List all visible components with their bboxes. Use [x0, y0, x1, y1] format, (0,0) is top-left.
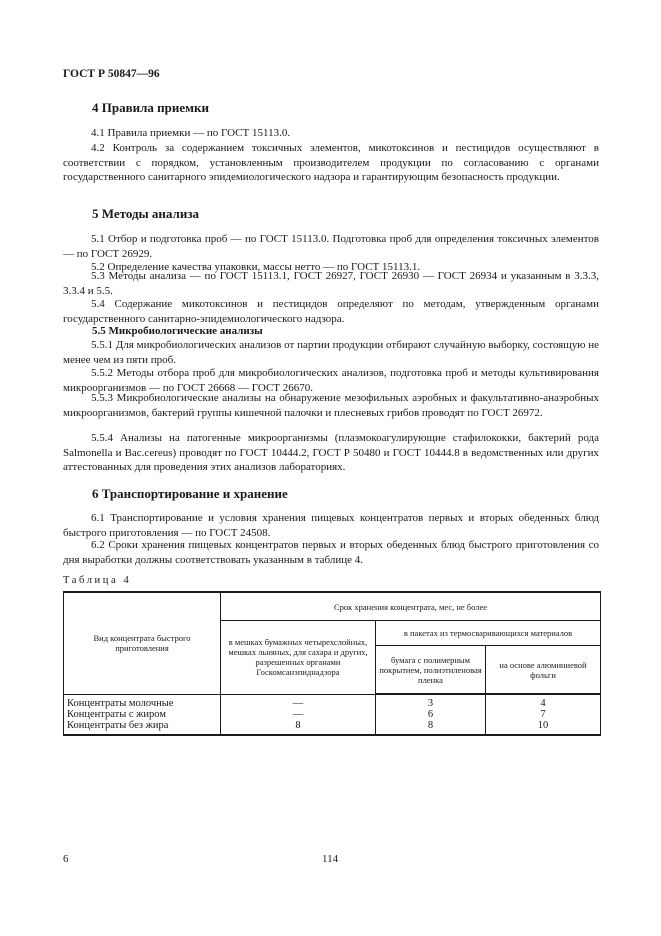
paragraph-5-2: 5.2 Определение качества упаковки, массы нетто — по ГОСТ 15113.1.: [91, 261, 421, 273]
header-thermo-packages: в пакетах из термосваривающихся материалов: [376, 621, 601, 646]
header-concentrate-type: Вид концентрата быстрого приготовления: [64, 592, 221, 694]
section-4-heading: 4 Правила приемки: [92, 100, 209, 115]
row-paper-value: —: [221, 709, 376, 720]
row-polymer-value: 6: [376, 709, 486, 720]
row-name: Концентраты без жира: [64, 720, 221, 735]
subsection-5-5-heading: 5.5 Микробиологические анализы: [92, 325, 263, 337]
row-name: Концентраты с жиром: [64, 709, 221, 720]
paragraph-5-1: 5.1 Отбор и подготовка проб — по ГОСТ 15113.0. Подготовка проб для определения токсичных элементов — по ГОСТ 26929.: [63, 233, 599, 260]
row-polymer-value: 8: [376, 720, 486, 735]
storage-table: [63, 591, 601, 736]
row-name: Концентраты молочные: [64, 694, 221, 709]
paragraph-6-1: 6.1 Транспортирование и условия хранения пищевых концентратов первых и вторых обеденных блюд быстрого приготовления — по ГОСТ 24508.: [63, 512, 599, 539]
row-polymer-value: 3: [376, 694, 486, 709]
table-row: [64, 709, 601, 720]
row-foil-value: 10: [486, 720, 601, 735]
row-foil-value: 4: [486, 694, 601, 709]
section-5-heading: 5 Методы анализа: [92, 206, 200, 221]
section-6-heading: 6 Транспортирование и хранение: [92, 486, 288, 501]
paragraph-4-2: 4.2 Контроль за содержанием токсичных элементов, микотоксинов и пестицидов осуществляют в соответствии с порядком, установленным производителем продукции по согласованию с органами государственного санитарного эпидемиологического надзора и гарантирующим безопасность продукции.: [63, 142, 599, 183]
header-paper-bags: в мешках бумажных четырехслойных, мешках льняных, для сахара и других, разрешенных органами Госкомсанэпиднадзора: [221, 621, 376, 695]
paragraph-6-2: 6.2 Сроки хранения пищевых концентратов первых и вторых обеденных блюд быстрого приготовления со дня выработки должны соответствовать указанным в таблице 4.: [63, 539, 599, 566]
page-number-left: 6: [63, 853, 69, 865]
table-row: [64, 694, 601, 709]
row-foil-value: 7: [486, 709, 601, 720]
paragraph-5-5-2: 5.5.2 Методы отбора проб для микробиологических анализов, подготовка проб и методы культивирования микроорганизмов — по ГОСТ 26668 — ГОСТ 26670.: [63, 367, 599, 394]
header-storage-term: Срок хранения концентрата, мес, не более: [221, 592, 601, 621]
paragraph-5-4: 5.4 Содержание микотоксинов и пестицидов определяют по методам, утвержденным органами государственного санитарно-эпидемиологического надзора.: [63, 298, 599, 325]
page-number-center: 114: [322, 853, 339, 865]
paragraph-5-5-1: 5.5.1 Для микробиологических анализов от партии продукции отбирают случайную выборку, состоящую не менее чем из пяти проб.: [63, 339, 599, 366]
paragraph-5-5-4: 5.5.4 Анализы на патогенные микроорганизмы (плазмокоагулирующие стафилококки, бактерий рода Salmonella и Bac.cereus) проводят по ГОСТ 10444.2, ГОСТ Р 50480 и ГОСТ 10444.8 в ведомственных или других аттестованных для проведения этих анализов лабораториях.: [63, 432, 599, 473]
paragraph-5-5-3: 5.5.3 Микробиологические анализы на обнаружение мезофильных аэробных и факультативно-анаэробных микроорганизмов, бактерий группы кишечной палочки и плесневых грибов проводят по ГОСТ 26972.: [63, 392, 599, 419]
table-4-caption: Таблица 4: [63, 575, 132, 586]
row-paper-value: 8: [221, 720, 376, 735]
header-aluminium-foil: на основе алюминиевой фольги: [486, 646, 601, 695]
header-polymer-film: бумага с полимерным покрытием, полиэтиленовая пленка: [376, 646, 486, 695]
paragraph-4-1: 4.1 Правила приемки — по ГОСТ 15113.0.: [91, 127, 291, 139]
paragraph-5-3: 5.3 Методы анализа — по ГОСТ 15113.1, ГОСТ 26927, ГОСТ 26930 — ГОСТ 26934 и указанным в 3.3.3, 3.3.4 и 5.5.: [63, 270, 599, 297]
table-row: [64, 720, 601, 735]
row-paper-value: —: [221, 694, 376, 709]
document-code: ГОСТ Р 50847—96: [63, 68, 160, 80]
